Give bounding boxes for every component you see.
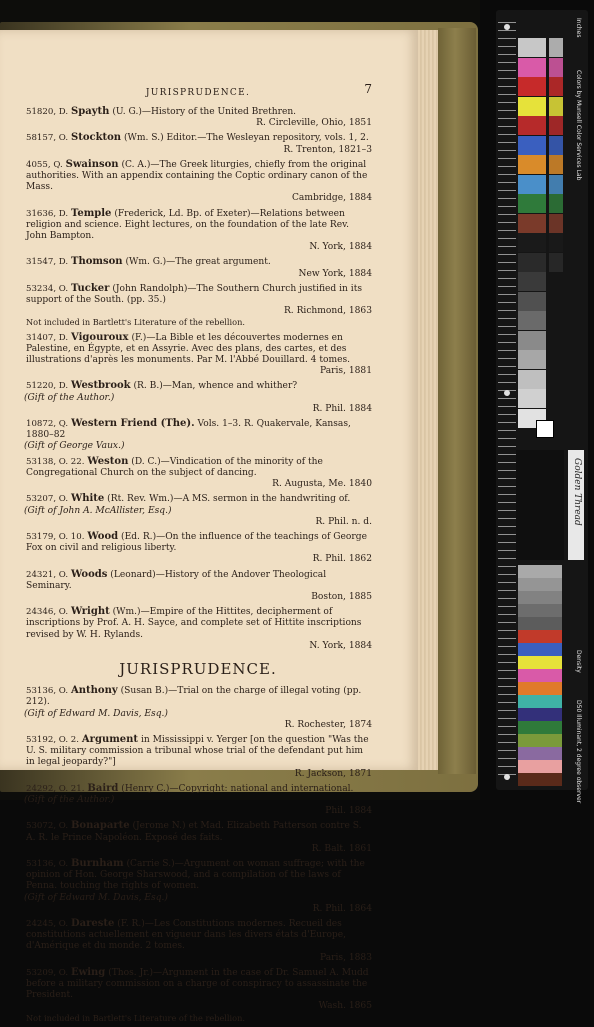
entry-number: 53192, O. 2. [26, 734, 80, 745]
entry-text: (Jerome N.) et Mad. Elizabeth Patterson contre S. A. R. le Prince Napoléon. Exposé des faits. [26, 821, 362, 843]
entry-text: (John Randolph)—The Southern Church justified in its support of the South. (pp. 35.) [26, 283, 363, 306]
entry-name: Weston [87, 455, 129, 467]
entry-name: Swainson [65, 158, 119, 170]
catalog-entry [24, 606, 372, 652]
color-swatch-lower [518, 695, 562, 708]
entry-name: Tucker [70, 282, 110, 294]
color-swatch [518, 350, 546, 369]
entry-text: (Rt. Rev. Wm.)—A MS. sermon in the handwriting of. [107, 494, 351, 505]
color-swatch-small [549, 58, 563, 77]
entry-text: (F. R.)—Les Constitutions modernes. Recueil des constitutions actuellement en vigueur dans les divers états d'Europe, d'Amérique et du monde. 2 tomes. [26, 919, 347, 952]
color-swatch [518, 38, 546, 57]
entry-imprint: Wash. 1865 [318, 1001, 372, 1012]
catalog-entry [24, 493, 372, 528]
color-swatch-lower [518, 721, 562, 734]
catalog-entry [24, 283, 372, 329]
entry-list-bottom [24, 685, 372, 1024]
entry-body [24, 967, 372, 1002]
entry-imprint: R. Phil. 1884 [312, 403, 372, 414]
color-swatch [518, 292, 546, 311]
color-swatch-lower [518, 604, 562, 617]
entry-number: 53209, O. [26, 967, 69, 978]
entry-number: 51220, D. [26, 381, 69, 392]
entry-name: White [70, 493, 105, 505]
color-swatch [518, 331, 546, 350]
entry-number: 53138, O. 22. [26, 456, 85, 467]
entry-imprint: Cambridge, 1884 [291, 193, 372, 204]
entry-number: 53136, O. [26, 858, 69, 869]
entry-number: 51820, D. [26, 107, 69, 117]
entry-name: Westbrook [71, 380, 131, 392]
entry-gift: (Gift of Edward M. Davis, Esq.) [24, 892, 168, 903]
registration-dot [504, 774, 510, 780]
color-calibration-chart [496, 10, 588, 804]
color-swatch [518, 311, 546, 330]
entry-text: (Frederick, Ld. Bp. of Exeter)—Relations between religion and science. Eight lectures, on the foundation of the late Rev. John Bampton. [26, 208, 350, 242]
entry-body [24, 783, 372, 795]
color-swatch-small [549, 233, 563, 252]
color-swatch [518, 175, 546, 194]
entry-imprint: R. Phil. 1862 [312, 554, 372, 565]
entry-body [24, 256, 372, 268]
color-swatch-lower [518, 656, 562, 669]
entry-imprint: R. Trenton, 1821–3 [283, 144, 372, 155]
entry-text: (U. G.)—History of the United Brethren. [112, 107, 297, 117]
color-swatch [518, 77, 546, 96]
entry-name: Thomson [71, 256, 123, 268]
page-text [24, 82, 372, 1027]
color-swatch-small [549, 155, 563, 174]
entry-imprint: Paris, 1883 [320, 952, 372, 963]
catalog-entry [24, 256, 372, 279]
entry-text: (Wm.)—Empire of the Hittites, decipherment of inscriptions by Prof. A. H. Sayce, and complete set of Hittite inscriptions revised by W. H. Rylands. [26, 607, 362, 640]
entry-number: 24292, O. 21. [26, 783, 85, 794]
color-swatch-lower [518, 669, 562, 682]
grey-card [516, 450, 564, 560]
color-swatch-lower [518, 643, 562, 656]
entry-name: Burnham [70, 857, 124, 869]
entry-number: 10872, Q. [26, 419, 69, 430]
entry-text: (Susan B.)—Trial on the charge of illegal voting (pp. 212). [26, 686, 362, 708]
entry-body [24, 685, 372, 708]
entry-gift: (Gift of the Author.) [24, 392, 115, 403]
entry-text: (Ed. R.)—On the influence of the teachings of George Fox on civil and religious liberty. [26, 531, 367, 554]
catalog-entry [24, 159, 372, 205]
entry-body [24, 820, 372, 843]
entry-name: Western Friend (The). [71, 418, 195, 430]
color-swatch-lower [518, 760, 562, 773]
entry-number: 31547, D. [26, 257, 69, 268]
entry-gift: (Gift of Edward M. Davis, Esq.) [24, 708, 168, 719]
entry-text: (C. A.)—The Greek liturgies, chiefly from the original authorities. With an appendix containing the Coptic ordinary canon of the Mass. [26, 159, 368, 193]
chart-density-label: Density [575, 650, 582, 673]
catalog-entry [24, 734, 372, 780]
page-edges [418, 30, 438, 770]
entry-gift: (Gift of George Vaux.) [24, 441, 125, 452]
entry-body [24, 858, 372, 893]
entry-gift: (Gift of the Author.) [24, 794, 115, 805]
entry-number: 53136, O. [26, 686, 69, 697]
color-swatch [518, 58, 546, 77]
color-swatch-small [549, 97, 563, 116]
book-spine [438, 28, 476, 774]
color-swatch [518, 116, 546, 135]
entry-name: Stockton [70, 132, 122, 144]
entry-imprint: R. Rochester, 1874 [284, 719, 372, 730]
catalog-entry [24, 858, 372, 915]
entry-name: Baird [87, 782, 119, 794]
catalog-entry [24, 918, 372, 964]
entry-number: 4055, Q. [26, 159, 63, 170]
color-swatch-lower [518, 773, 562, 786]
entry-imprint: R. Richmond, 1863 [283, 306, 372, 317]
catalog-entry [24, 332, 372, 378]
entry-body [24, 569, 372, 592]
section-title: JURISPRUDENCE. [119, 659, 277, 678]
golden-thread-label: Golden Thread [572, 458, 582, 526]
entry-imprint: R. Balt. 1861 [311, 843, 372, 854]
entry-text: (Henry C.)—Copyright: national and international. [121, 783, 354, 794]
entry-name: Vigouroux [71, 331, 129, 343]
entry-number: 24245, O. [26, 919, 69, 929]
catalog-entry [24, 132, 372, 155]
entry-name: Temple [71, 207, 112, 219]
entry-body [24, 106, 372, 118]
color-swatch-lower [518, 630, 562, 643]
color-swatch-lower [518, 682, 562, 695]
entry-number: 24346, O. [26, 607, 69, 618]
entry-text: (Thos. Jr.)—Argument in the case of Dr. Samuel A. Mudd before a military commission on a charge of conspiracy to assassinate the President. [26, 967, 369, 1001]
entry-number: 24321, O. [26, 569, 69, 580]
entry-name: Ewing [70, 966, 106, 978]
chart-side-label: Colors by Munsell Color Services Lab [575, 70, 582, 181]
entry-number: 53234, O. [26, 283, 69, 294]
entry-imprint: R. Jackson, 1871 [294, 768, 372, 779]
color-swatch-small [549, 77, 563, 96]
entry-imprint: R. Phil. n. d. [315, 516, 372, 527]
entry-imprint: Boston, 1885 [311, 591, 372, 602]
entry-body [24, 132, 372, 144]
entry-text: (Wm. S.) Editor.—The Wesleyan repository, vols. 1, 2. [123, 133, 369, 144]
running-head-title: JURISPRUDENCE. [145, 88, 251, 98]
color-swatch [518, 155, 546, 174]
entry-text: (F.)—La Bible et les découvertes modernes en Palestine, en Égypte, et en Assyrie. Avec des plans, des cartes, et des illustrations d'après les monuments. Par M. l'Abbé Douillard. 4 tomes. [26, 332, 351, 366]
entry-text: (D. C.)—Vindication of the minority of the Congregational Church on the subject of dancing. [26, 456, 323, 478]
entry-body [24, 283, 372, 306]
registration-dot [504, 24, 510, 30]
color-swatch-lower [518, 578, 562, 591]
entry-body [24, 332, 372, 367]
entry-number: 31407, D. [26, 332, 69, 343]
catalog-entry [24, 820, 372, 855]
page-number: 7 [364, 82, 372, 96]
color-swatch-small [549, 253, 563, 272]
entry-text: (Wm. G.)—The great argument. [125, 257, 271, 268]
catalog-entry [24, 106, 372, 129]
entry-note: Not included in Bartlett's Literature of the rebellion. [26, 317, 245, 328]
entry-imprint: N. York, 1884 [309, 640, 372, 651]
color-swatch-small [549, 194, 563, 213]
color-swatch-lower [518, 591, 562, 604]
color-swatch-small [549, 136, 563, 155]
entry-body [24, 493, 372, 505]
entry-body [24, 159, 372, 194]
entry-text: (Carrie S.)—Argument on woman suffrage; with the opinion of Hon. George Sharswood, and a compilation of the laws of Penna. touching the rights of women. [26, 858, 365, 892]
entry-body [24, 208, 372, 243]
color-swatch [518, 97, 546, 116]
entry-body [24, 606, 372, 641]
color-swatch [518, 370, 546, 389]
entry-note: Not included in Bartlett's Literature of the rebellion. [26, 1012, 245, 1023]
entry-name: Anthony [70, 685, 118, 697]
catalog-entry [24, 208, 372, 254]
entry-text: (Leonard)—History of the Andover Theological Seminary. [26, 569, 327, 591]
golden-thread-strip [568, 450, 584, 560]
color-swatch [518, 136, 546, 155]
entry-body [24, 380, 372, 392]
color-swatch [518, 233, 546, 252]
chart-top-label: Inches [575, 18, 582, 38]
running-head [24, 82, 372, 102]
entry-name: Bonaparte [70, 820, 130, 832]
entry-body [24, 456, 372, 479]
color-swatch [518, 194, 546, 213]
chart-bottom-label: D50 Illuminant, 2 degree observer [575, 700, 582, 804]
color-swatch-small [549, 175, 563, 194]
color-swatch [518, 272, 546, 291]
color-swatch [518, 389, 546, 408]
color-swatch-lower [518, 708, 562, 721]
entry-name: Wright [70, 606, 110, 618]
color-swatch-lower [518, 734, 562, 747]
entry-text: in Mississippi v. Yerger [on the question "Was the U. S. military commission a tribunal whose trial of the defendant put him in legal jeopardy?"] [26, 734, 369, 768]
target-marker [536, 420, 554, 438]
entry-body [24, 418, 372, 441]
entry-imprint: Paris, 1881 [320, 366, 372, 377]
color-swatch-lower [518, 747, 562, 760]
entry-imprint: R. Circleville, Ohio, 1851 [256, 118, 372, 129]
entry-number: 53072, O. [26, 821, 69, 832]
entry-imprint: R. Phil. 1864 [312, 903, 372, 914]
catalog-entry [24, 380, 372, 415]
entry-gift: (Gift of John A. McAllister, Esq.) [24, 505, 172, 516]
entry-name: Woods [70, 568, 108, 580]
color-swatch [518, 214, 546, 233]
color-swatch-small [549, 116, 563, 135]
entry-imprint: N. York, 1884 [309, 242, 372, 253]
entry-imprint: Phil. 1884 [325, 806, 372, 817]
color-swatch-small [549, 214, 563, 233]
entry-name: Wood [87, 530, 119, 542]
color-swatch-lower [518, 565, 562, 578]
entry-name: Dareste [70, 918, 115, 929]
registration-dot [504, 390, 510, 396]
entry-body [24, 734, 372, 769]
color-swatch-small [549, 38, 563, 57]
catalog-entry [24, 783, 372, 818]
entry-number: 58157, O. [26, 133, 69, 144]
catalog-entry [24, 685, 372, 731]
color-swatch-lower [518, 617, 562, 630]
entry-number: 53179, O. 10. [26, 531, 85, 542]
entry-name: Spayth [71, 106, 110, 117]
entry-text: (R. B.)—Man, whence and whither? [133, 381, 298, 392]
catalog-entry [24, 967, 372, 1024]
entry-imprint: R. Augusta, Me. 1840 [272, 479, 372, 490]
catalog-entry [24, 456, 372, 491]
entry-list-top [24, 106, 372, 652]
entry-body [24, 918, 372, 953]
entry-body [24, 531, 372, 554]
catalog-entry [24, 531, 372, 566]
entry-number: 31636, D. [26, 208, 69, 219]
ruler-scale [498, 22, 516, 782]
entry-number: 53207, O. [26, 494, 69, 505]
entry-imprint: New York, 1884 [298, 268, 372, 279]
catalog-entry [24, 418, 372, 453]
catalog-entry [24, 569, 372, 604]
color-swatch [518, 253, 546, 272]
entry-text: Vols. 1–3. R. Quakervale, Kansas, 1880–82 [26, 419, 351, 441]
entry-name: Argument [81, 733, 139, 745]
